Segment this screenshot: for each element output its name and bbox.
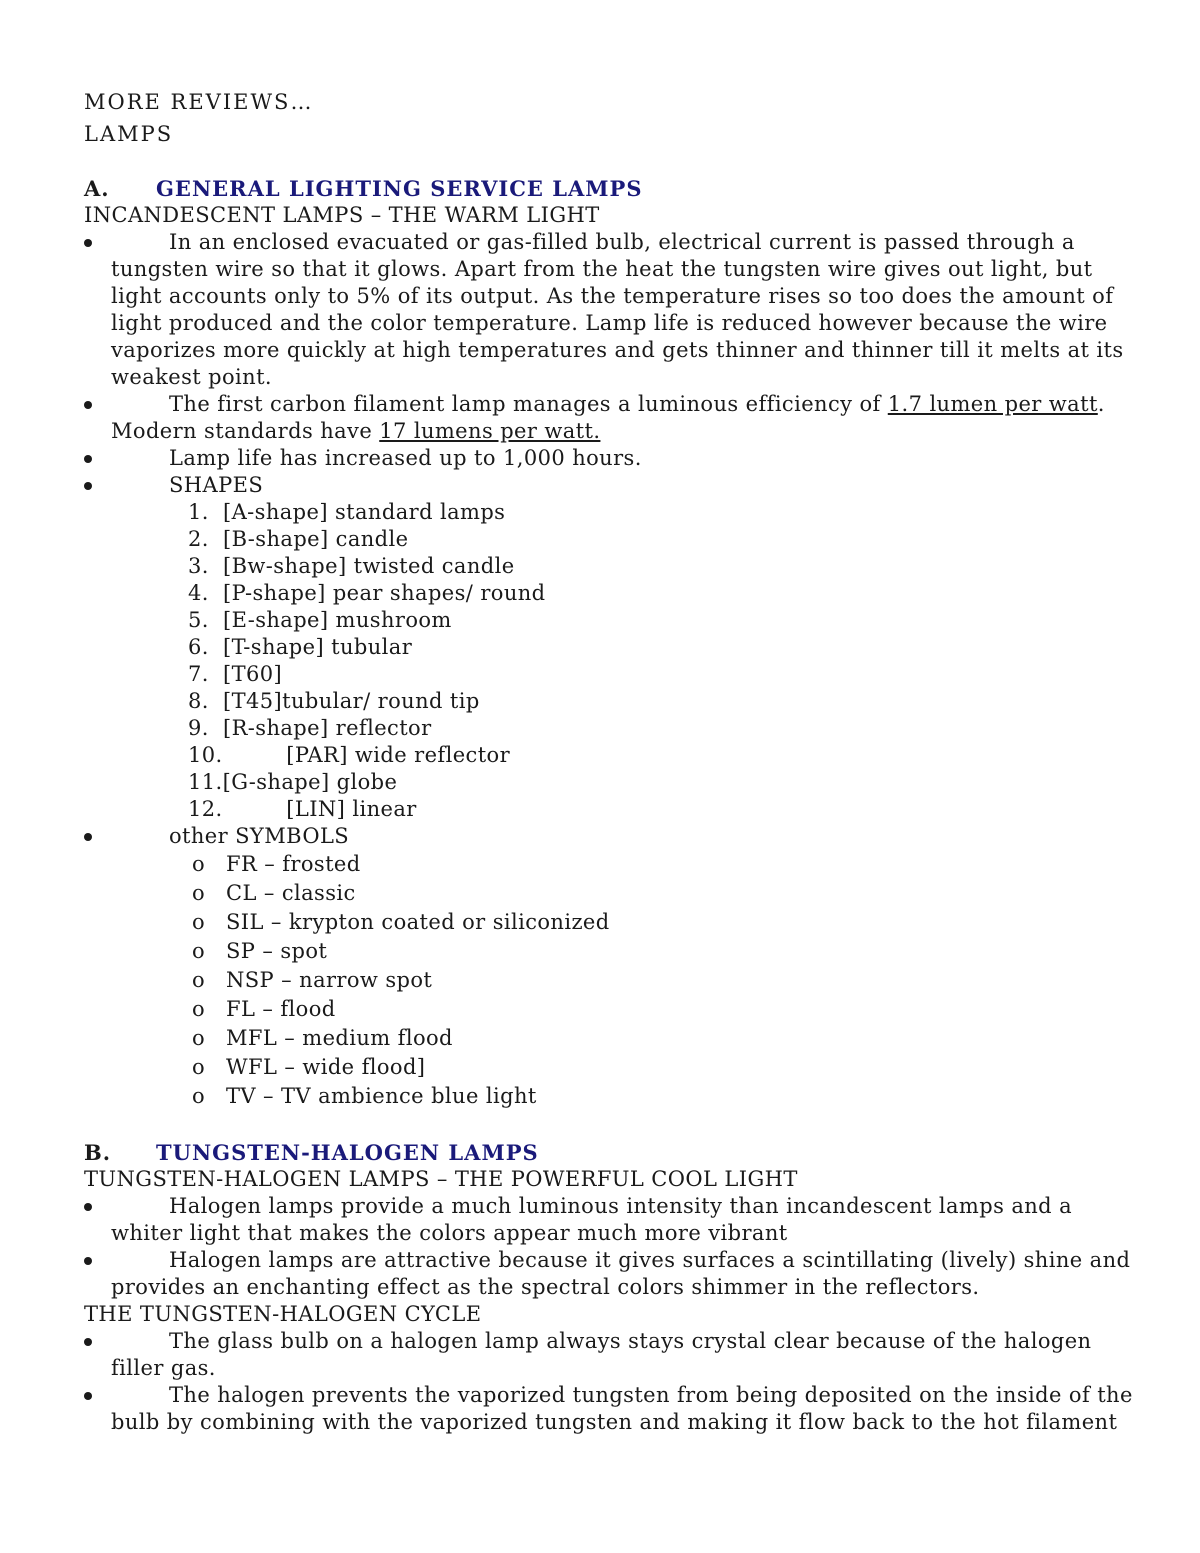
- section-b-heading: [84, 1139, 1134, 1166]
- circle-bullet-icon: o: [192, 881, 206, 905]
- underlined-value: 1.7 lumen per watt: [887, 392, 1098, 416]
- bullet-item: Halogen lamps are attractive because it gives surfaces a scintillating (lively) shine and provides an enchanting effect as the spectral colors shimmer in the reflectors.: [84, 1247, 1134, 1301]
- symbol-item: [192, 1053, 1134, 1082]
- section-a-subheading: INCANDESCENT LAMPS – THE WARM LIGHT: [84, 203, 600, 227]
- symbol-text: FL – flood: [226, 997, 336, 1021]
- symbol-item: [192, 937, 1134, 966]
- shape-item: 3. [Bw-shape] twisted candle: [188, 554, 515, 578]
- symbol-text: FR – frosted: [226, 852, 361, 876]
- document-subtitle: LAMPS: [84, 122, 174, 146]
- circle-bullet-icon: o: [192, 997, 206, 1021]
- bullet-text: The first carbon filament lamp manages a luminous efficiency of: [169, 392, 888, 416]
- bullet-item: Lamp life has increased up to 1,000 hours.: [84, 445, 1134, 472]
- symbol-item: [192, 995, 1134, 1024]
- symbol-text: NSP – narrow spot: [226, 968, 433, 992]
- section-a-heading: [84, 175, 1134, 202]
- section-b-bullets: [84, 1193, 1134, 1301]
- shape-item: 2. [B-shape] candle: [188, 527, 409, 551]
- bullet-item: The glass bulb on a halogen lamp always stays crystal clear because of the halogen filler gas.: [84, 1328, 1134, 1382]
- symbol-text: CL – classic: [226, 881, 356, 905]
- symbol-item: [192, 879, 1134, 908]
- underlined-value: 17 lumens per watt.: [379, 419, 601, 443]
- shape-item: 4. [P-shape] pear shapes/ round: [188, 581, 546, 605]
- symbol-text: TV – TV ambience blue light: [226, 1084, 537, 1108]
- circle-bullet-icon: o: [192, 1084, 206, 1108]
- bullet-text: . Modern standards have: [111, 392, 1105, 443]
- shape-item: 1. [A-shape] standard lamps: [188, 500, 506, 524]
- shapes-list: [84, 499, 1134, 823]
- circle-bullet-icon: o: [192, 939, 206, 963]
- shape-item: 9. [R-shape] reflector: [188, 716, 432, 740]
- shape-item: 10. [PAR] wide reflector: [188, 743, 511, 767]
- shape-item: 8. [T45]tubular/ round tip: [188, 689, 480, 713]
- symbol-text: WFL – wide flood]: [226, 1055, 426, 1079]
- circle-bullet-icon: o: [192, 852, 206, 876]
- bullet-item: other SYMBOLS: [84, 823, 1134, 850]
- symbol-item: [192, 1082, 1134, 1111]
- document-title: MORE REVIEWS…: [84, 90, 314, 114]
- shape-item: 5. [E-shape] mushroom: [188, 608, 452, 632]
- bullet-item: SHAPES: [84, 472, 1134, 499]
- symbol-item: [192, 850, 1134, 879]
- section-b-subheading-2: THE TUNGSTEN-HALOGEN CYCLE: [84, 1302, 482, 1326]
- symbol-text: SIL – krypton coated or siliconized: [226, 910, 610, 934]
- bullet-item: [84, 391, 1134, 445]
- document-page: [84, 86, 1134, 1436]
- section-b-bullets-2: [84, 1328, 1134, 1436]
- symbol-text: SP – spot: [226, 939, 328, 963]
- symbols-list: [84, 850, 1134, 1111]
- section-a-bullets: [84, 229, 1134, 499]
- spacer: [84, 1111, 1134, 1139]
- shape-item: 6. [T-shape] tubular: [188, 635, 413, 659]
- symbol-item: [192, 966, 1134, 995]
- spacer: [84, 150, 1134, 175]
- symbol-item: [192, 908, 1134, 937]
- bullet-item: In an enclosed evacuated or gas-filled bulb, electrical current is passed through a tungsten wire so that it glows. Apart from the heat the tungsten wire gives out light, but light accounts only to 5% of its output. As the temperature rises so too does the amount of light produced and the color temperature. Lamp life is reduced however because the wire vaporizes more quickly at high temperatures and gets thinner and thinner till it melts at its weakest point.: [84, 229, 1134, 391]
- section-a-bullets-2: [84, 823, 1134, 850]
- section-b-letter: B.: [84, 1140, 112, 1165]
- section-a-letter: A.: [84, 176, 110, 201]
- shape-item: 11.[G-shape] globe: [188, 770, 398, 794]
- section-a-title: GENERAL LIGHTING SERVICE LAMPS: [156, 176, 643, 201]
- section-b-subheading: TUNGSTEN-HALOGEN LAMPS – THE POWERFUL COOL LIGHT: [84, 1167, 798, 1191]
- bullet-item: The halogen prevents the vaporized tungsten from being deposited on the inside of the bulb by combining with the vaporized tungsten and making it flow back to the hot filament: [84, 1382, 1134, 1436]
- circle-bullet-icon: o: [192, 910, 206, 934]
- circle-bullet-icon: o: [192, 1055, 206, 1079]
- circle-bullet-icon: o: [192, 1026, 206, 1050]
- symbol-text: MFL – medium flood: [226, 1026, 453, 1050]
- section-b-title: TUNGSTEN-HALOGEN LAMPS: [156, 1140, 539, 1165]
- circle-bullet-icon: o: [192, 968, 206, 992]
- shape-item: 12. [LIN] linear: [188, 797, 417, 821]
- symbol-item: [192, 1024, 1134, 1053]
- shape-item: 7. [T60]: [188, 662, 283, 686]
- bullet-item: Halogen lamps provide a much luminous intensity than incandescent lamps and a whiter light that makes the colors appear much more vibrant: [84, 1193, 1134, 1247]
